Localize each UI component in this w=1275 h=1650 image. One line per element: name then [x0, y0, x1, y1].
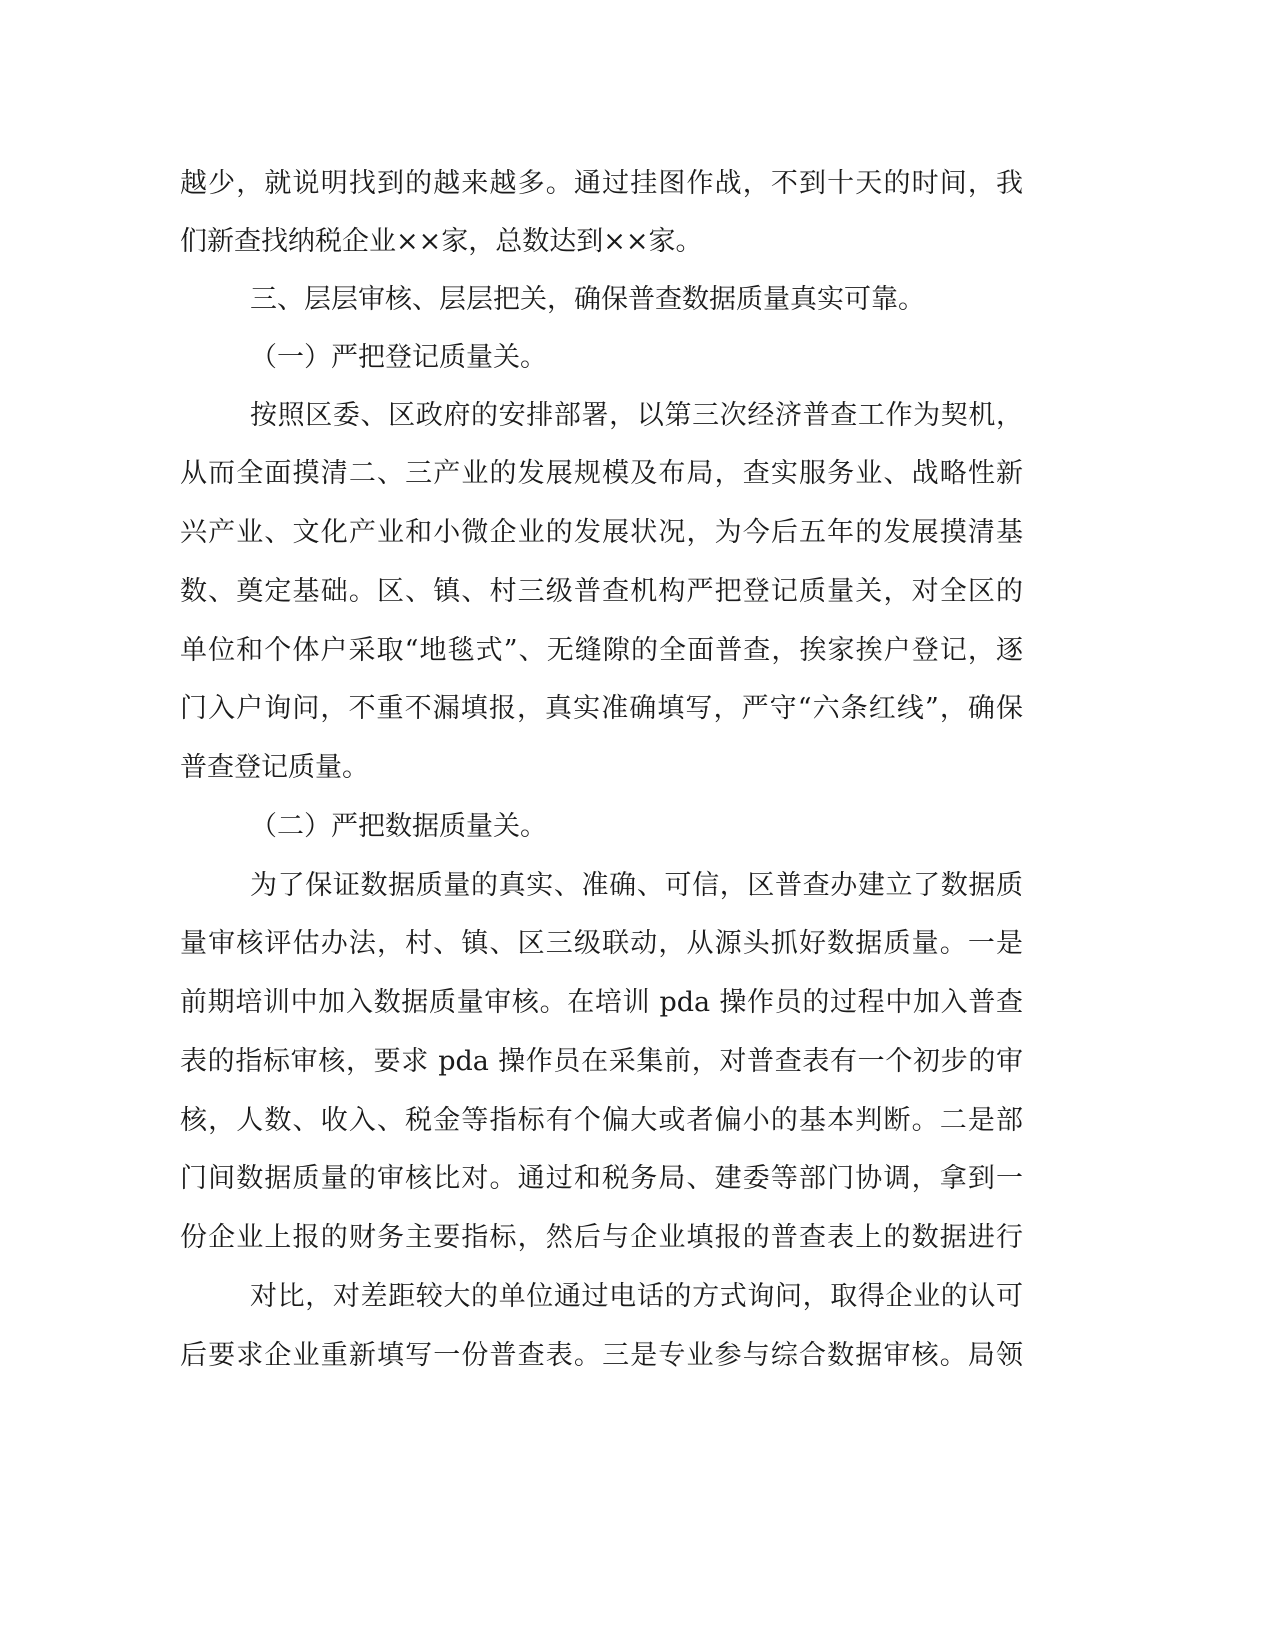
text-line: 量审核评估办法，村、镇、区三级联动，从源头抓好数据质量。一是 [180, 928, 1023, 959]
text-line: 核，人数、收入、税金等指标有个偏大或者偏小的基本判断。二是部 [180, 1105, 1023, 1136]
text-line: 越少，就说明找到的越来越多。通过挂图作战，不到十天的时间，我 [180, 168, 1023, 199]
text-line: 们新查找纳税企业××家，总数达到××家。 [180, 226, 703, 257]
text-line: 普查登记质量。 [180, 752, 369, 783]
text-line: 门间数据质量的审核比对。通过和税务局、建委等部门协调，拿到一 [180, 1163, 1023, 1194]
text-line: 份企业上报的财务主要指标，然后与企业填报的普查表上的数据进行 [180, 1222, 1023, 1253]
text-line: 数、奠定基础。区、镇、村三级普查机构严把登记质量关，对全区的 [180, 576, 1023, 607]
text-line: 单位和个体户采取“地毯式”、无缝隙的全面普查，挨家挨户登记，逐 [180, 635, 1023, 666]
text-line: 对比，对差距较大的单位通过电话的方式询问，取得企业的认可 [250, 1281, 1023, 1312]
text-line: 表的指标审核，要求 pda 操作员在采集前，对普查表有一个初步的审 [180, 1046, 1023, 1077]
subsection-heading: （二）严把数据质量关。 [250, 811, 547, 842]
text-line: 按照区委、区政府的安排部署，以第三次经济普查工作为契机， [250, 400, 1023, 431]
text-line: 从而全面摸清二、三产业的发展规模及布局，查实服务业、战略性新 [180, 458, 1023, 489]
text-line: 为了保证数据质量的真实、准确、可信，区普查办建立了数据质 [250, 870, 1023, 901]
text-line: 后要求企业重新填写一份普查表。三是专业参与综合数据审核。局领 [180, 1340, 1023, 1371]
section-heading: 三、层层审核、层层把关，确保普查数据质量真实可靠。 [250, 284, 925, 315]
subsection-heading: （一）严把登记质量关。 [250, 342, 547, 373]
text-line: 兴产业、文化产业和小微企业的发展状况，为今后五年的发展摸清基 [180, 517, 1023, 548]
text-line: 前期培训中加入数据质量审核。在培训 pda 操作员的过程中加入普查 [180, 987, 1023, 1018]
text-line: 门入户询问，不重不漏填报，真实准确填写，严守“六条红线”，确保 [180, 693, 1023, 724]
